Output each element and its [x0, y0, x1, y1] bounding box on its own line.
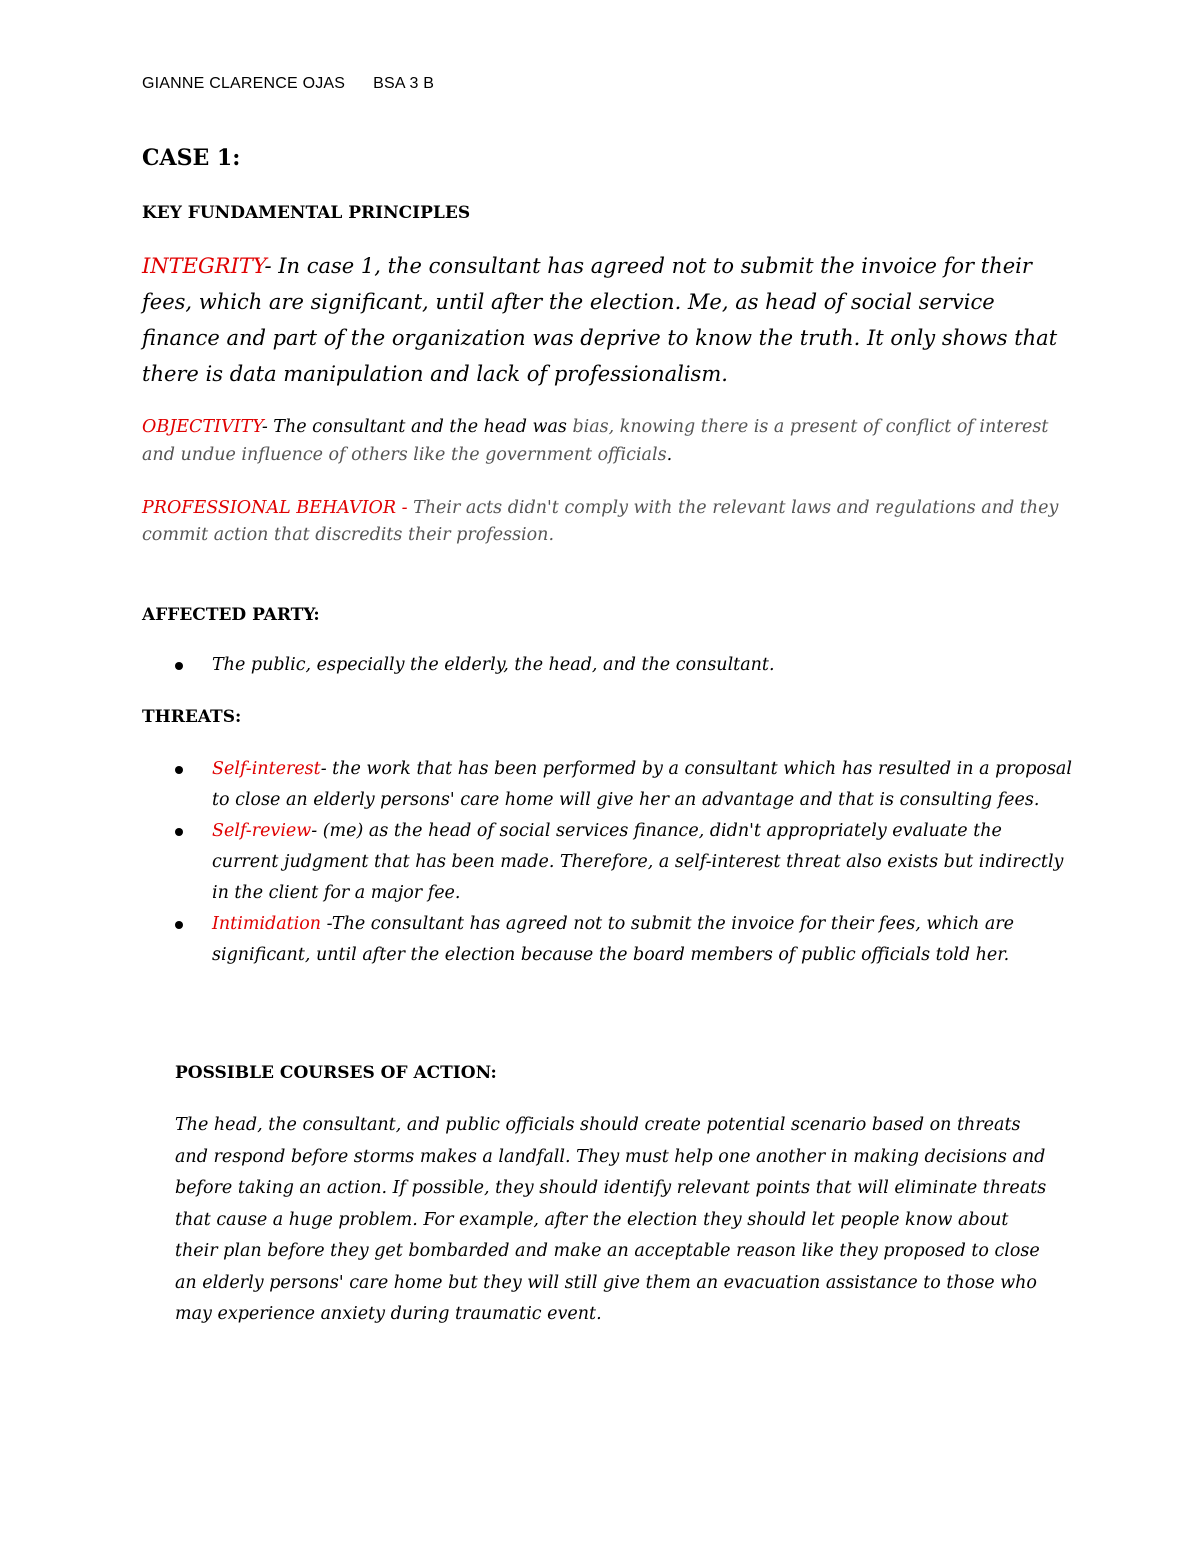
list-item: The public, especially the elderly, the head, and the consultant.: [142, 650, 1072, 681]
threats-heading: THREATS:: [142, 707, 242, 727]
professional-label: PROFESSIONAL BEHAVIOR -: [142, 498, 408, 518]
professional-paragraph: [142, 495, 1072, 549]
principles-heading: KEY FUNDAMENTAL PRINCIPLES: [142, 203, 471, 223]
integrity-text: - In case 1, the consultant has agreed not to submit the invoice for their fees, which are significant, until after the election. Me, as head of social service finance and part of the organization was deprive to know the truth. It only shows that there is data manipulation and lack of professionalism.: [142, 254, 1058, 386]
case-title: CASE 1:: [142, 145, 241, 171]
author-name: GIANNE CLARENCE OJAS: [142, 75, 346, 92]
page-header: [142, 75, 434, 93]
objectivity-label: OBJECTIVITY: [142, 417, 262, 437]
threats-list: [142, 754, 1072, 971]
integrity-paragraph: [142, 248, 1062, 392]
affected-list: [142, 650, 1072, 681]
class-section: BSA 3 B: [373, 75, 435, 92]
threat-text: -The consultant has agreed not to submit the invoice for their fees, which are significant, until after the election because the board members of public officials told her.: [212, 914, 1014, 965]
actions-paragraph: The head, the consultant, and public officials should create potential scenario based on threats and respond before storms makes a landfall. They must help one another in making decisions and before taking an action. If possible, they should identify relevant points that will eliminate threats that cause a huge problem. For example, after the election they should let people know about their plan before they get bombarded and make an acceptable reason like they proposed to close an elderly persons' care home but they will still give them an evacuation assistance to those who may experience anxiety during traumatic event.: [175, 1115, 1047, 1324]
threat-label: Self-interest: [212, 759, 321, 779]
professional-text: Their acts didn't comply with the relevant laws and regulations and they commit action that discredits their profession.: [142, 498, 1059, 545]
actions-heading: POSSIBLE COURSES OF ACTION:: [175, 1063, 497, 1083]
affected-heading: AFFECTED PARTY:: [142, 605, 320, 625]
objectivity-text-c: .: [666, 445, 673, 465]
integrity-label: INTEGRITY: [142, 254, 265, 278]
threat-text: - the work that has been performed by a consultant which has resulted in a proposal to close an elderly persons' care home will give her an advantage and that is consulting fees.: [212, 759, 1072, 810]
list-item: [142, 816, 1072, 909]
list-item: [142, 909, 1072, 971]
threat-label: Intimidation: [212, 914, 322, 934]
objectivity-text-b: bias, knowing there is a present of conflict of interest and undue influence of others like the government officials: [142, 417, 1049, 465]
objectivity-paragraph: [142, 413, 1072, 469]
threat-label: Self-review: [212, 821, 312, 841]
objectivity-text-a: - The consultant and the head was: [261, 417, 573, 437]
list-item: [142, 754, 1072, 816]
threat-text: - (me) as the head of social services finance, didn't appropriately evaluate the current judgment that has been made. Therefore, a self-interest threat also exists but indirectly in the client for a major fee.: [212, 821, 1064, 903]
